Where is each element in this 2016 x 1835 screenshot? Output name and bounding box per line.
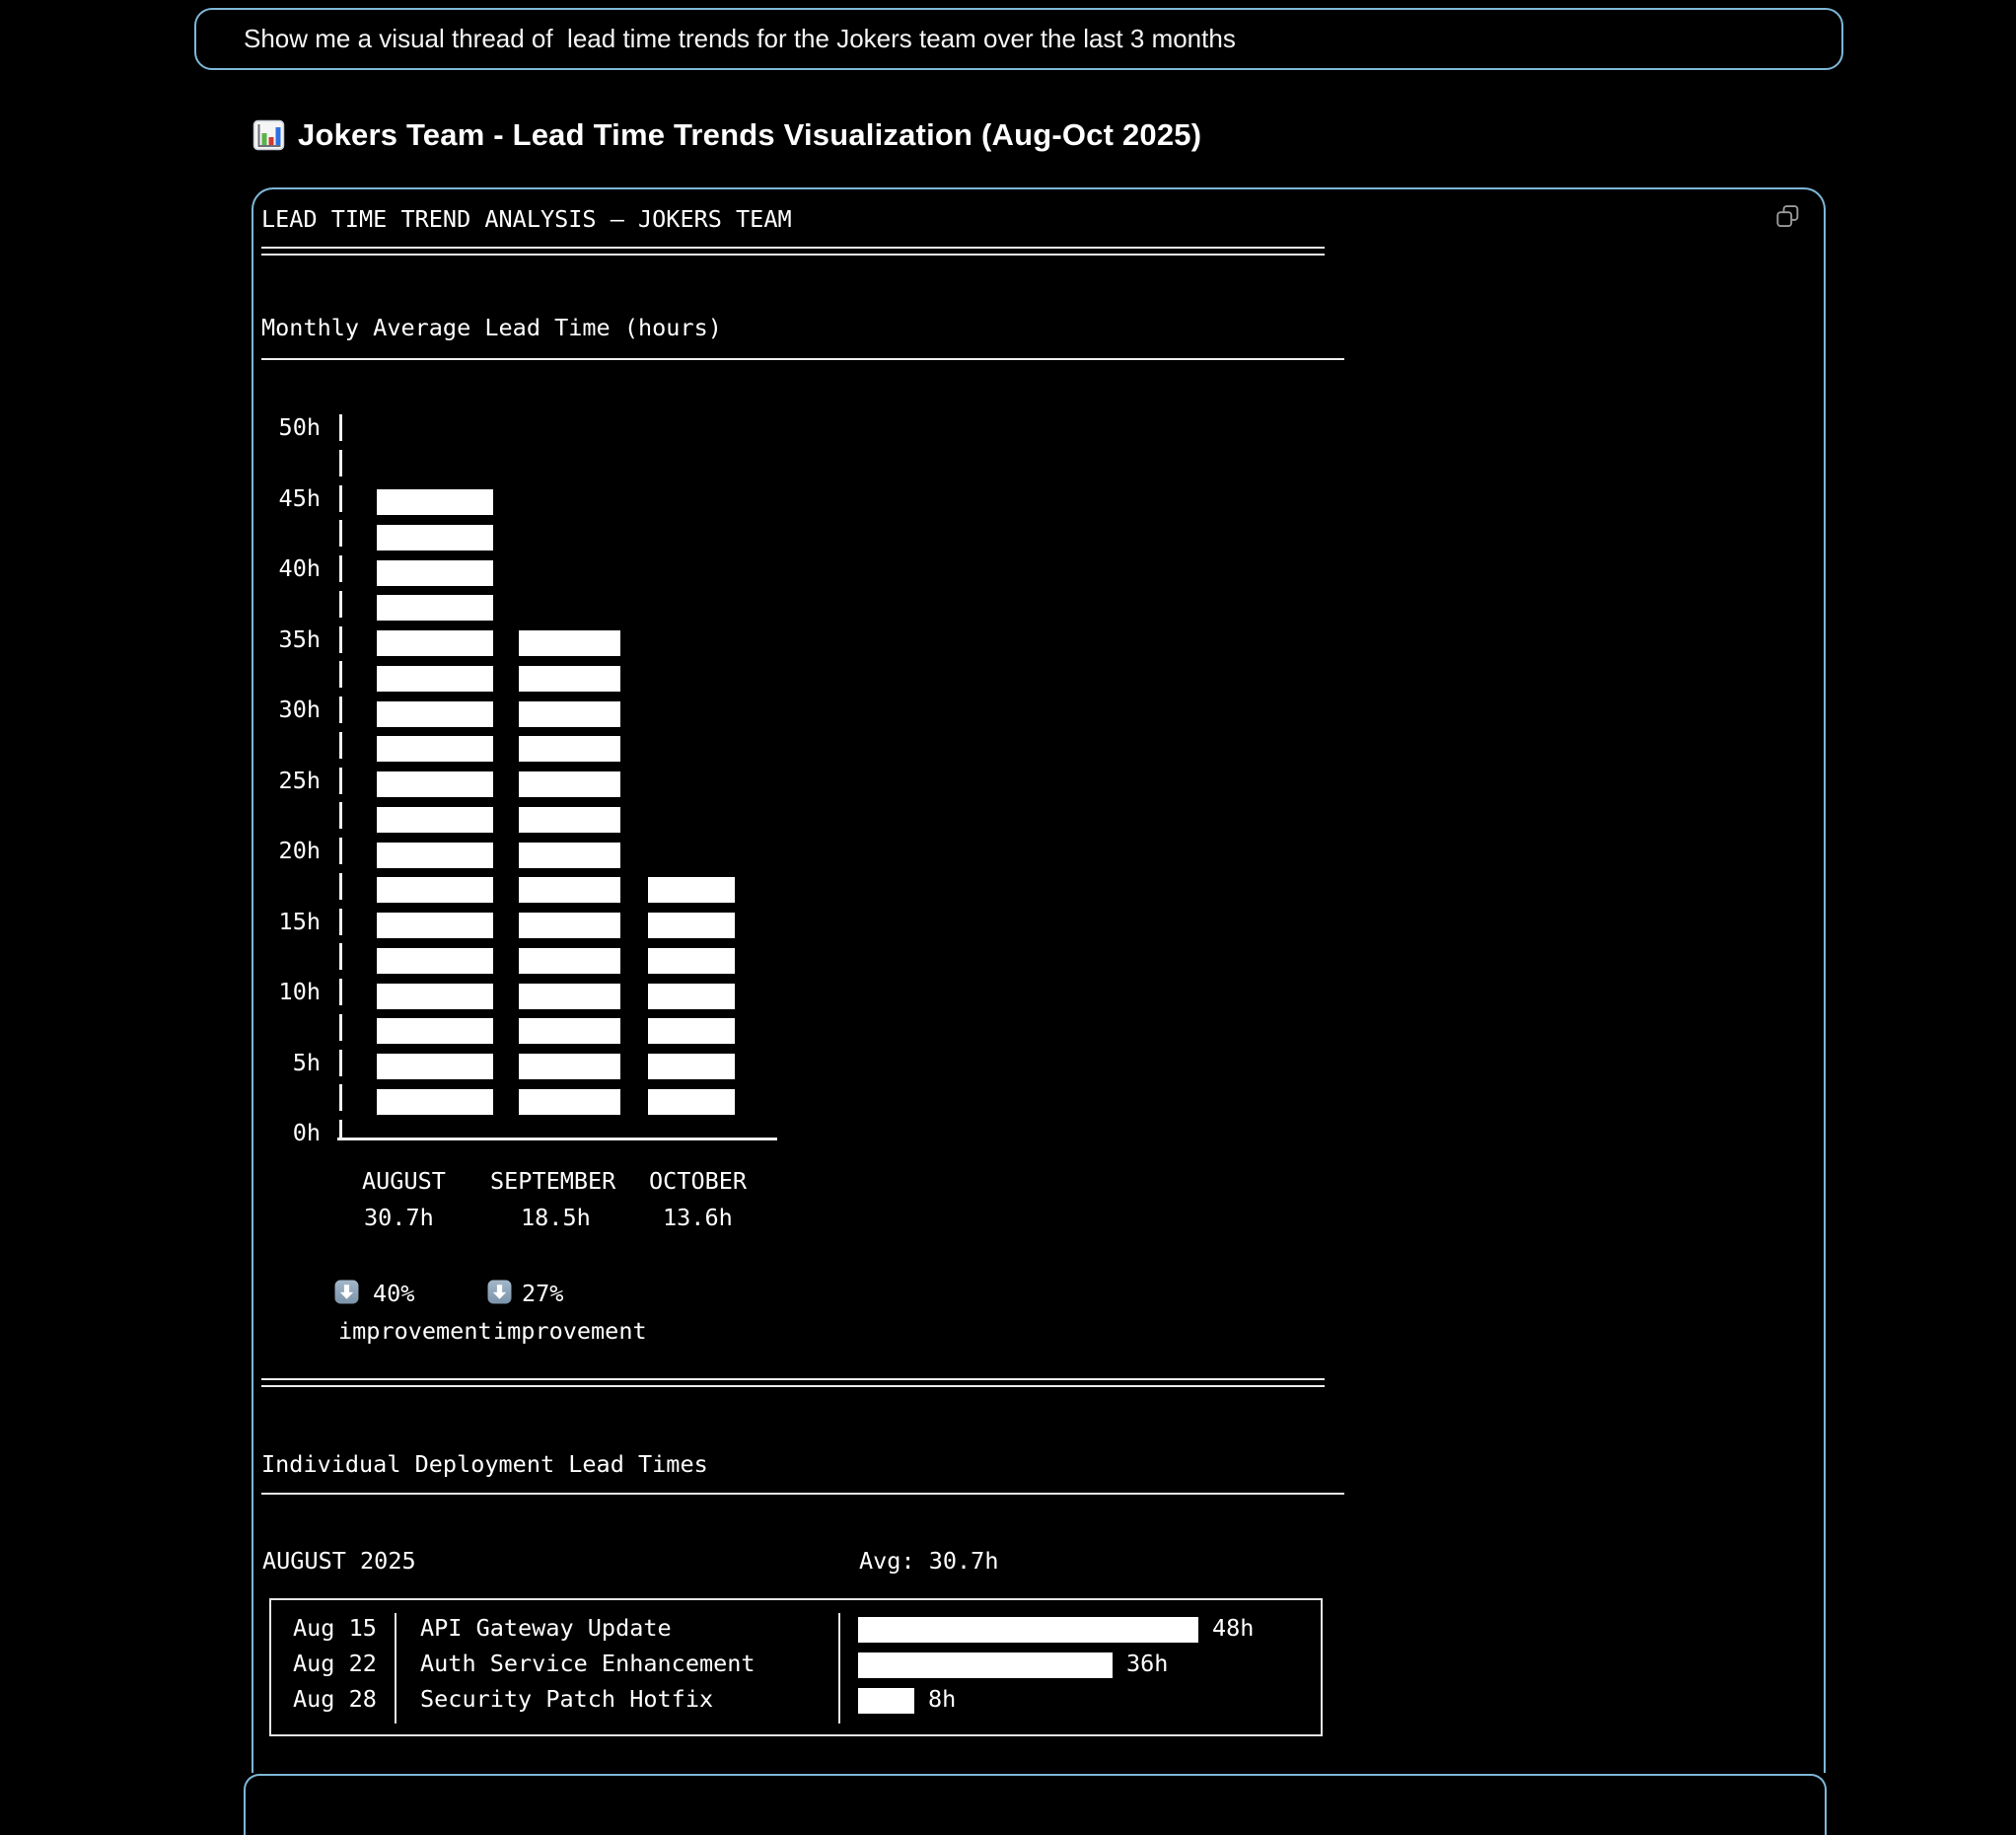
bar-segment xyxy=(519,807,620,833)
table-row xyxy=(271,1648,1321,1683)
bar-segment xyxy=(648,1054,735,1079)
down-arrow-emoji-icon xyxy=(487,1280,512,1304)
bar-segment xyxy=(377,701,493,727)
y-axis-dash xyxy=(339,414,342,441)
y-axis-tick: 20h xyxy=(278,837,321,864)
month-value: 30.7h xyxy=(364,1204,434,1231)
improvement-pct: 40% xyxy=(373,1280,415,1307)
bar-segment xyxy=(377,948,493,974)
y-axis-dash xyxy=(339,802,342,829)
y-axis-dash xyxy=(339,1120,342,1138)
x-axis-line xyxy=(337,1138,777,1140)
table-row xyxy=(271,1612,1321,1648)
bar-segment xyxy=(377,489,493,515)
bar-segment xyxy=(519,948,620,974)
bar-chart-emoji-icon xyxy=(252,118,286,152)
y-axis-tick: 45h xyxy=(278,483,321,512)
bar-segment xyxy=(519,843,620,868)
bar-segment xyxy=(377,984,493,1009)
row-value: 8h xyxy=(928,1685,957,1713)
separator-single xyxy=(261,1493,1344,1495)
bar-segment xyxy=(648,984,735,1009)
separator-double xyxy=(261,1378,1325,1387)
y-axis-tick: 35h xyxy=(278,624,321,653)
y-axis-dash xyxy=(339,1014,342,1041)
row-date: Aug 28 xyxy=(293,1685,377,1713)
row-value: 36h xyxy=(1126,1650,1169,1677)
y-axis-dash xyxy=(339,979,342,1005)
y-axis-tick: 15h xyxy=(278,907,321,935)
ascii-bar-chart xyxy=(253,189,1824,1393)
bar-segment xyxy=(648,913,735,938)
y-axis-dash xyxy=(339,591,342,618)
bar-segment xyxy=(519,630,620,656)
bar-segment xyxy=(648,948,735,974)
y-axis-dash xyxy=(339,732,342,759)
bar-segment xyxy=(377,560,493,586)
bar-segment xyxy=(377,843,493,868)
bar-segment xyxy=(377,913,493,938)
row-bar xyxy=(858,1688,914,1714)
improvement-pct: 27% xyxy=(522,1280,564,1307)
bar-segment xyxy=(377,771,493,797)
row-date: Aug 22 xyxy=(293,1650,377,1677)
deployments-section-title: Individual Deployment Lead Times xyxy=(261,1450,708,1478)
bar-segment xyxy=(377,736,493,762)
bar-segment xyxy=(377,630,493,656)
bar-segment xyxy=(519,771,620,797)
bar-segment xyxy=(519,736,620,762)
y-axis-dash xyxy=(339,520,342,547)
terminal-output-box xyxy=(252,187,1826,1773)
y-axis-dash xyxy=(339,1050,342,1076)
bar-segment xyxy=(519,913,620,938)
y-axis-dash xyxy=(339,555,342,582)
bar-segment xyxy=(377,807,493,833)
month-value: 18.5h xyxy=(521,1204,591,1231)
y-axis-dash xyxy=(339,909,342,935)
month-value: 13.6h xyxy=(663,1204,733,1231)
bar-segment xyxy=(377,666,493,692)
y-axis-tick: 40h xyxy=(278,554,321,582)
bar-segment xyxy=(519,877,620,903)
month-label: SEPTEMBER xyxy=(490,1167,616,1195)
y-axis-tick: 10h xyxy=(278,978,321,1005)
bar-segment xyxy=(648,1089,735,1115)
y-axis-dash xyxy=(339,873,342,900)
y-axis-dash xyxy=(339,626,342,653)
deployment-month-label: AUGUST 2025 xyxy=(262,1547,416,1575)
bar-segment xyxy=(648,1018,735,1044)
down-arrow-emoji-icon xyxy=(334,1280,359,1304)
page-title-row xyxy=(252,112,1201,158)
improvement-label: improvement xyxy=(493,1317,647,1345)
y-axis-dash xyxy=(339,450,342,477)
y-axis-tick: 5h xyxy=(292,1048,321,1076)
bar-segment xyxy=(377,525,493,550)
bar-segment xyxy=(377,1018,493,1044)
bar-segment xyxy=(519,1018,620,1044)
y-axis-dash xyxy=(339,838,342,864)
bar-segment xyxy=(519,701,620,727)
bar-segment xyxy=(519,1089,620,1115)
query-bubble xyxy=(194,8,1843,70)
y-axis-dash xyxy=(339,943,342,970)
bar-segment xyxy=(519,984,620,1009)
table-row xyxy=(271,1683,1321,1719)
terminal-header: LEAD TIME TREND ANALYSIS — JOKERS TEAM xyxy=(261,205,792,233)
month-label: AUGUST xyxy=(362,1167,446,1195)
bar-segment xyxy=(377,877,493,903)
bar-segment xyxy=(648,877,735,903)
y-axis-tick: 30h xyxy=(278,696,321,723)
y-axis-tick: 50h xyxy=(278,413,321,441)
row-value: 48h xyxy=(1212,1614,1255,1642)
bar-segment xyxy=(519,666,620,692)
month-label: OCTOBER xyxy=(649,1167,748,1195)
bar-segment xyxy=(519,1054,620,1079)
row-date: Aug 15 xyxy=(293,1614,377,1642)
y-axis-dash xyxy=(339,697,342,723)
y-axis-dash xyxy=(339,661,342,688)
query-text: Show me a visual thread of lead time trends for the Jokers team over the last 3 months xyxy=(244,24,1236,53)
y-axis-dash xyxy=(339,768,342,794)
deployment-avg-label: Avg: 30.7h xyxy=(859,1547,999,1575)
y-axis-tick: 25h xyxy=(278,766,321,794)
bar-segment xyxy=(377,595,493,621)
row-title: Security Patch Hotfix xyxy=(420,1685,714,1713)
page-title: Jokers Team - Lead Time Trends Visualization (Aug-Oct 2025) xyxy=(298,117,1202,152)
y-axis-dash xyxy=(339,1084,342,1111)
row-bar xyxy=(858,1617,1198,1643)
next-message-box xyxy=(244,1774,1827,1835)
y-axis-dash xyxy=(339,485,342,512)
bar-segment xyxy=(377,1054,493,1079)
y-axis-tick: 0h xyxy=(292,1119,321,1146)
row-title: API Gateway Update xyxy=(420,1614,672,1642)
improvement-label: improvement xyxy=(338,1317,492,1345)
row-title: Auth Service Enhancement xyxy=(420,1650,756,1677)
bar-segment xyxy=(377,1089,493,1115)
deployment-table xyxy=(269,1598,1323,1736)
row-bar xyxy=(858,1652,1113,1678)
chart-title: Monthly Average Lead Time (hours) xyxy=(261,314,722,341)
